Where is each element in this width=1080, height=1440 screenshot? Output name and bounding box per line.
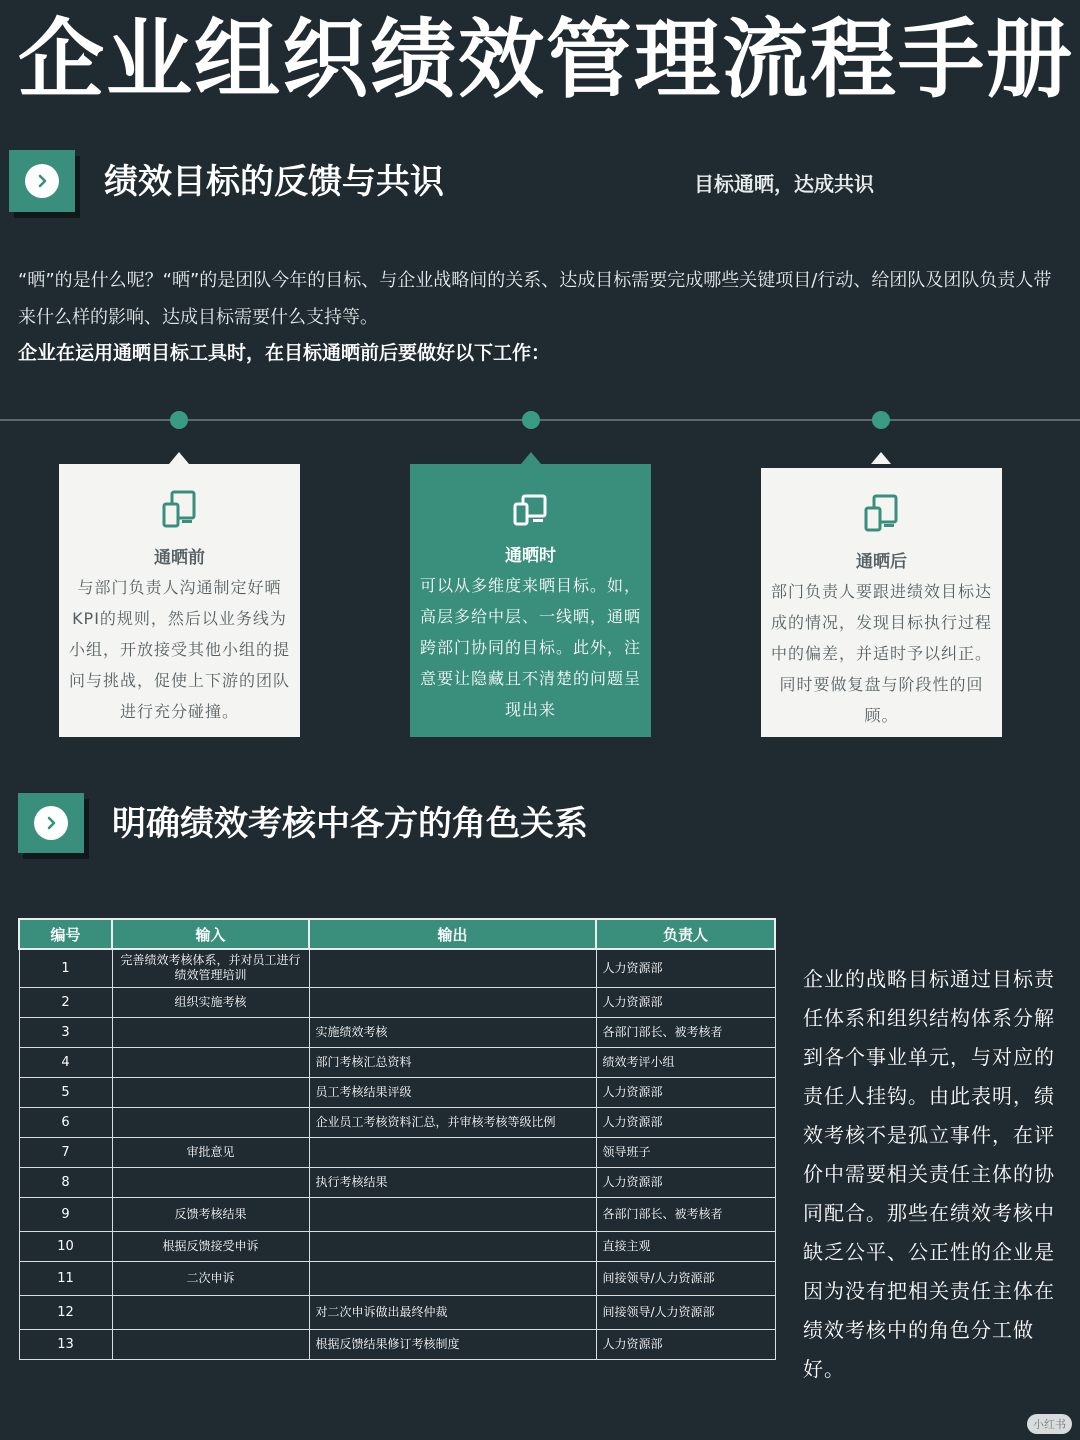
section1-title: 绩效目标的反馈与共识 <box>104 162 444 202</box>
card-title: 通晒时 <box>505 546 556 566</box>
cell-number: 7 <box>19 1137 112 1167</box>
cell-output: 对二次申诉做出最终仲裁 <box>309 1295 596 1329</box>
table-row <box>19 1295 775 1329</box>
cell-number: 2 <box>19 987 112 1017</box>
page-title: 企业组织绩效管理流程手册 <box>18 10 1074 110</box>
card-title: 通晒前 <box>154 548 205 568</box>
cell-number: 12 <box>19 1295 112 1329</box>
cell-input <box>112 1167 309 1197</box>
header-output: 输出 <box>309 919 596 949</box>
cell-owner: 领导班子 <box>596 1137 775 1167</box>
section1-subtitle: 目标通晒，达成共识 <box>694 172 874 196</box>
cell-owner: 人力资源部 <box>596 1167 775 1197</box>
cell-owner: 各部门部长、被考核者 <box>596 1017 775 1047</box>
card-before <box>59 464 300 737</box>
table-header-row <box>19 919 775 949</box>
watermark: 小红书 <box>1027 1414 1072 1434</box>
table-row <box>19 1077 775 1107</box>
header-input: 输入 <box>112 919 309 949</box>
table-row <box>19 1017 775 1047</box>
cell-owner: 直接主观 <box>596 1231 775 1261</box>
section2-marker <box>18 793 84 853</box>
cell-output <box>309 987 596 1017</box>
table-row <box>19 1197 775 1231</box>
card-pointer <box>521 452 541 464</box>
cell-number: 13 <box>19 1329 112 1359</box>
cell-input: 完善绩效考核体系，并对员工进行绩效管理培训 <box>112 949 309 987</box>
chevron-right-icon <box>34 806 68 840</box>
cell-number: 3 <box>19 1017 112 1047</box>
cell-owner: 人力资源部 <box>596 987 775 1017</box>
cell-number: 5 <box>19 1077 112 1107</box>
timeline-dot <box>522 411 540 429</box>
table-row <box>19 1107 775 1137</box>
cell-output <box>309 1261 596 1295</box>
cell-input: 审批意见 <box>112 1137 309 1167</box>
header-number: 编号 <box>19 919 112 949</box>
cell-owner: 绩效考评小组 <box>596 1047 775 1077</box>
table-row <box>19 1329 775 1359</box>
cell-input: 根据反馈接受申诉 <box>112 1231 309 1261</box>
timeline-dot <box>872 411 890 429</box>
chevron-right-icon <box>25 164 59 198</box>
card-text: 与部门负责人沟通制定好晒KPI的规则，然后以业务线为小组，开放接受其他小组的提问与挑战，促使上下游的团队进行充分碰撞。 <box>68 578 290 721</box>
cell-owner: 间接领导/人力资源部 <box>596 1261 775 1295</box>
table-row <box>19 1167 775 1197</box>
devices-icon <box>162 490 198 530</box>
roles-table <box>18 918 776 1360</box>
table-row <box>19 1231 775 1261</box>
header-owner: 负责人 <box>596 919 775 949</box>
cell-output: 企业员工考核资料汇总，并审核考核等级比例 <box>309 1107 596 1137</box>
cell-input <box>112 1047 309 1077</box>
cell-owner: 人力资源部 <box>596 949 775 987</box>
cell-input <box>112 1017 309 1047</box>
cell-input: 二次申诉 <box>112 1261 309 1295</box>
table-row <box>19 1047 775 1077</box>
card-pointer <box>169 452 189 464</box>
card-pointer <box>871 452 891 464</box>
cell-owner: 人力资源部 <box>596 1329 775 1359</box>
cell-number: 1 <box>19 949 112 987</box>
devices-icon <box>513 494 549 528</box>
cell-output: 执行考核结果 <box>309 1167 596 1197</box>
cell-number: 10 <box>19 1231 112 1261</box>
cell-output: 根据反馈结果修订考核制度 <box>309 1329 596 1359</box>
timeline-dot <box>170 411 188 429</box>
cell-input <box>112 1077 309 1107</box>
cell-owner: 人力资源部 <box>596 1077 775 1107</box>
timeline-line <box>0 419 1080 421</box>
cell-output <box>309 1197 596 1231</box>
cell-output: 员工考核结果评级 <box>309 1077 596 1107</box>
table-row <box>19 1261 775 1295</box>
cell-input: 组织实施考核 <box>112 987 309 1017</box>
cell-number: 4 <box>19 1047 112 1077</box>
card-after <box>761 468 1002 737</box>
cell-number: 6 <box>19 1107 112 1137</box>
cell-output: 实施绩效考核 <box>309 1017 596 1047</box>
cell-output <box>309 949 596 987</box>
card-title: 通晒后 <box>856 552 907 572</box>
cell-output <box>309 1231 596 1261</box>
cell-input: 反馈考核结果 <box>112 1197 309 1231</box>
section2-title: 明确绩效考核中各方的角色关系 <box>112 804 588 844</box>
side-paragraph: 企业的战略目标通过目标责任体系和组织结构体系分解到各个事业单元，与对应的责任人挂钩。由此表明，绩效考核不是孤立事件，在评价中需要相关责任主体的协同配合。那些在绩效考核中缺乏公平、公正性的企业是因为没有把相关责任主体在绩效考核中的角色分工做好。 <box>803 967 1055 1381</box>
cell-number: 11 <box>19 1261 112 1295</box>
cell-owner: 各部门部长、被考核者 <box>596 1197 775 1231</box>
intro-text: “晒”的是什么呢？“晒”的是团队今年的目标、与企业战略间的关系、达成目标需要完成哪些关键项目/行动、给团队及团队负责人带来什么样的影响、达成目标需要什么支持等。 <box>18 270 1052 328</box>
section1-marker <box>9 150 75 212</box>
table-row <box>19 987 775 1017</box>
cell-output <box>309 1137 596 1167</box>
cell-input <box>112 1295 309 1329</box>
cell-number: 8 <box>19 1167 112 1197</box>
cell-owner: 人力资源部 <box>596 1107 775 1137</box>
cell-input <box>112 1107 309 1137</box>
card-text: 可以从多维度来晒目标。如，高层多给中层、一线晒，通晒跨部门协同的目标。此外，注意要让隐藏且不清楚的问题呈现出来 <box>419 576 641 719</box>
table-row <box>19 949 775 987</box>
card-text: 部门负责人要跟进绩效目标达成的情况，发现目标执行过程中的偏差，并适时予以纠正。同时要做复盘与阶段性的回顾。 <box>770 582 992 725</box>
table-row <box>19 1137 775 1167</box>
cell-number: 9 <box>19 1197 112 1231</box>
devices-icon <box>864 494 900 534</box>
cell-input <box>112 1329 309 1359</box>
intro-strong-text: 企业在运用通晒目标工具时，在目标通晒前后要做好以下工作： <box>18 342 551 364</box>
card-during <box>410 464 651 737</box>
cell-output: 部门考核汇总资料 <box>309 1047 596 1077</box>
cell-owner: 间接领导/人力资源部 <box>596 1295 775 1329</box>
